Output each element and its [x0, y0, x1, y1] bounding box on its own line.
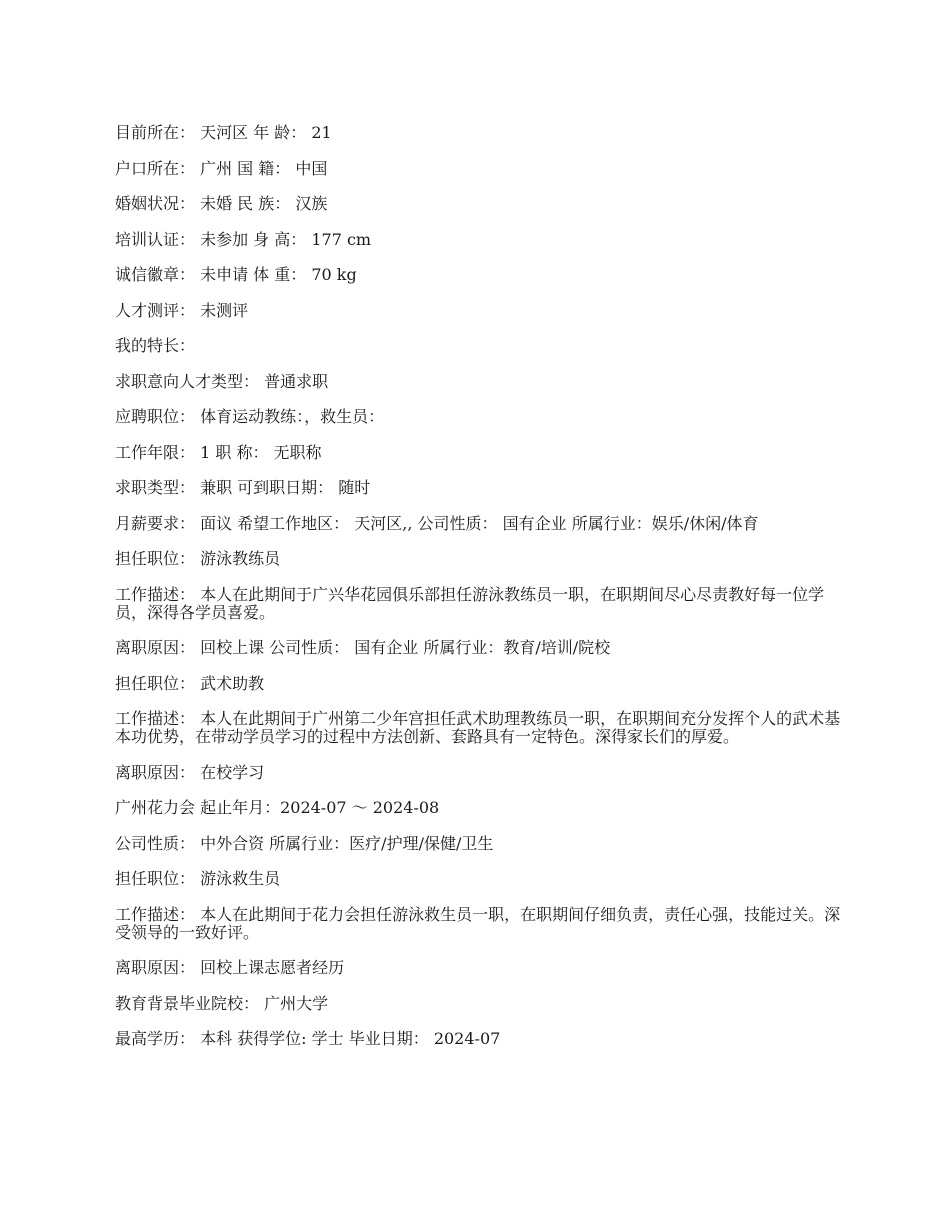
job-description-martial-arts: 工作描述： 本人在此期间于广州第二少年宫担任武术助理教练员一职，在职期间充分发挥个人的武术基本功优势，在带动学员学习的过程中方法创新、套路具有一定特色。深得家长们的厚爱。	[115, 709, 841, 746]
job-description-lifeguard: 工作描述： 本人在此期间于花力会担任游泳救生员一职，在职期间仔细负责，责任心强，技能过关。深受领导的一致好评。	[115, 904, 841, 942]
specialties-line: 我的特长：	[115, 336, 196, 355]
salary-region-industry-line: 月薪要求： 面议 希望工作地区： 天河区,, 公司性质： 国有企业 所属行业：娱乐/休闲/体育	[115, 513, 759, 533]
position-lifeguard-line: 担任职位： 游泳救生员	[115, 869, 281, 888]
job-type-availability-line: 求职类型： 兼职 可到职日期： 随时	[115, 478, 371, 497]
education-school-line: 教育背景毕业院校： 广州大学	[115, 993, 329, 1013]
resume-document	[115, 124, 845, 1066]
position-martial-arts-line: 担任职位： 武术助教	[115, 673, 265, 693]
marital-ethnicity-line: 婚姻状况： 未婚 民 族： 汉族	[115, 194, 328, 213]
job-description-swim-coach: 工作描述： 本人在此期间于广兴华花园俱乐部担任游泳教练员一职，在职期间尽心尽责教好每一位学员，深得各学员喜爱。	[115, 584, 825, 622]
leave-reason-volunteer-line: 离职原因： 回校上课志愿者经历	[115, 958, 345, 977]
job-intent-type-line: 求职意向人才类型： 普通求职	[115, 371, 329, 391]
highest-degree-line: 最高学历： 本科 获得学位: 学士 毕业日期： 2024-07	[115, 1029, 501, 1048]
talent-assessment-line: 人才测评： 未测评	[115, 300, 249, 320]
position-swim-coach-line: 担任职位： 游泳教练员	[115, 549, 281, 568]
employer-period-line: 广州花力会 起止年月：2024-07 ～ 2024-08	[115, 798, 440, 817]
leave-reason-study-line: 离职原因： 在校学习	[115, 762, 265, 782]
leave-reason-company-industry-line: 离职原因： 回校上课 公司性质： 国有企业 所属行业：教育/培训/院校	[115, 638, 611, 657]
current-location-age-line: 目前所在： 天河区 年 龄： 21	[115, 123, 332, 142]
certification-height-line: 培训认证： 未参加 身 高： 177 cm	[115, 229, 372, 249]
integrity-badge-weight-line: 诚信徽章： 未申请 体 重： 70 kg	[115, 265, 357, 284]
company-type-industry-line: 公司性质： 中外合资 所属行业：医疗/护理/保健/卫生	[115, 833, 494, 853]
hukou-nationality-line: 户口所在： 广州 国 籍： 中国	[115, 158, 328, 178]
applied-position-line: 应聘职位： 体育运动教练：，救生员：	[115, 407, 385, 426]
work-years-title-line: 工作年限： 1 职 称： 无职称	[115, 442, 322, 462]
